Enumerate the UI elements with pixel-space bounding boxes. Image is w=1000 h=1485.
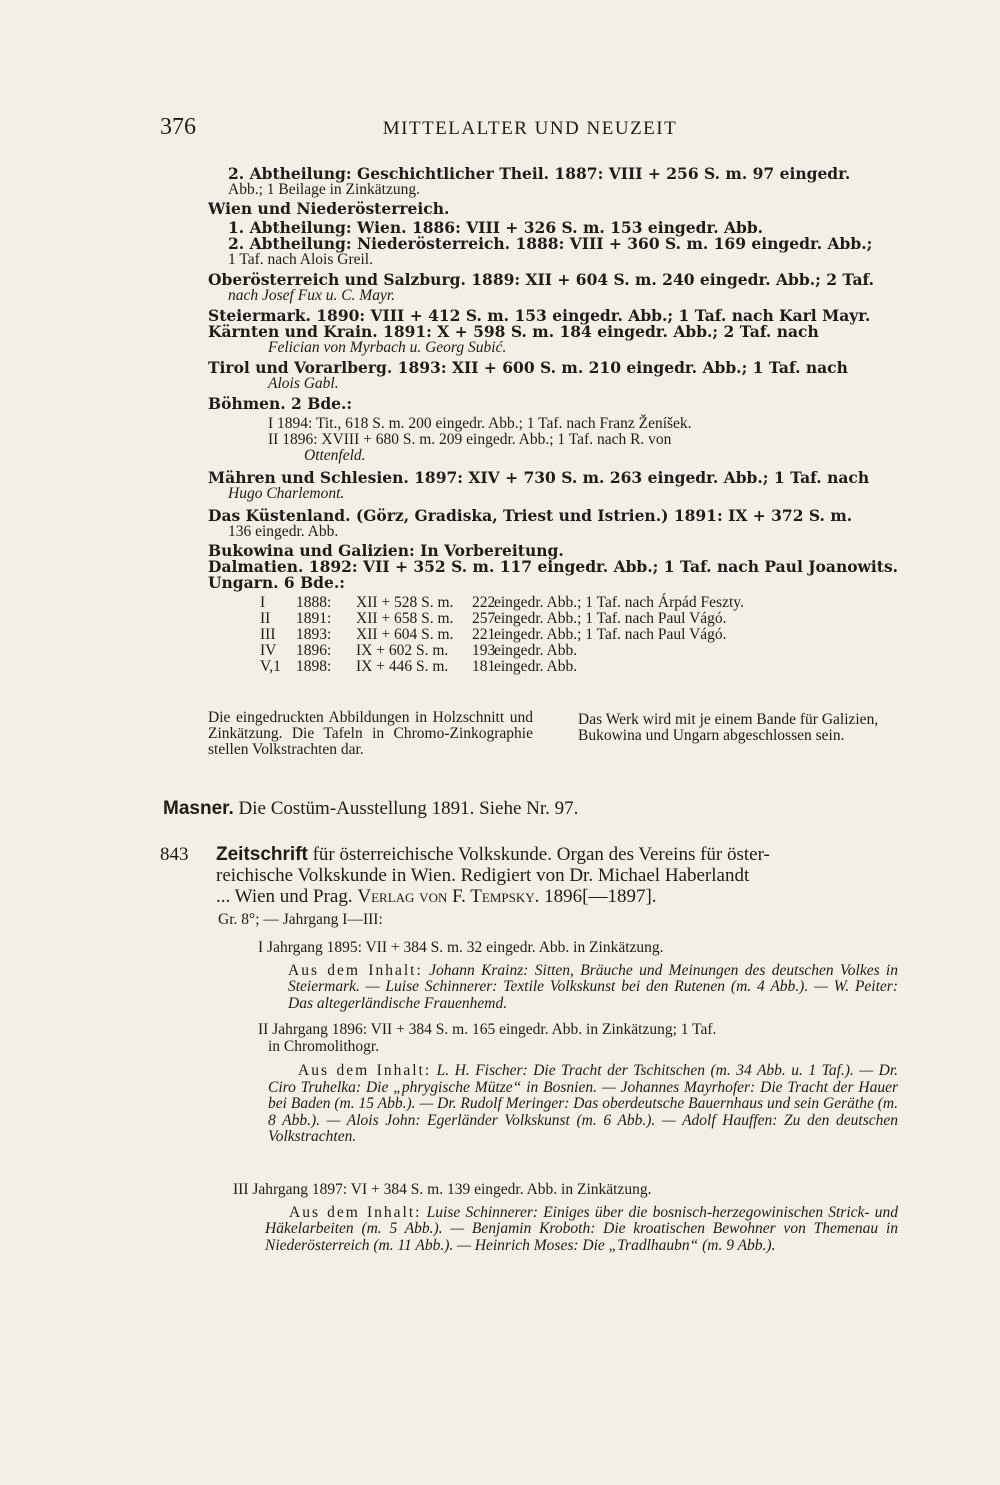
jahrgang-1: [258, 940, 898, 1012]
jahrgang-content: Aus dem Inhalt: Luise Schinnerer: Einiges über die bosnisch-herzegowinischen Strick- und Häkelarbeiten (m. 5 Abb.). — Benjamin Kroboth: Die kroatischen Bewohner von Themenau in Niederösterreich (m. 11 Abb.). — Heinrich Moses: Die „Tradlhaubn“ (m. 9 Abb.).: [265, 1203, 898, 1254]
entry-line: Dalmatien. 1892: VII + 352 S. m. 117 eingedr. Abb.; 1 Taf. nach Paul Joanowits.: [208, 557, 899, 576]
entry-line: Wien und Niederösterreich.: [208, 199, 450, 218]
masner-entry: [163, 798, 578, 820]
jahrgang-head: in Chromolithogr.: [268, 1037, 380, 1055]
entry-line: II 1896: XVIII + 680 S. m. 209 eingedr. Abb.; 1 Taf. nach R. von: [268, 431, 672, 448]
entry-line: Abb.; 1 Beilage in Zinkätzung.: [228, 181, 420, 198]
masner-text: Die Costüm-Ausstellung 1891. Siehe Nr. 97.: [238, 798, 579, 819]
entry-body: [160, 844, 900, 907]
jahrgang-content: Aus dem Inhalt: L. H. Fischer: Die Tracht der Tschitschen (m. 34 Abb. u. 1 Taf.). — Dr. Ciro Truhelka: Die „phrygische Mütze“ in Bosnien. — Johannes Mayrhofer: Die Tracht der Hauer bei Baden (m. 15 Abb.). — Dr. Rudolf Meringer: Das oberdeutsche Bauernhaus und sein Geräthe (m. 8 Abb.). — Alois John: Egerländer Volkskunst (m. 6 Abb.). — Adolf Hauffen: Zu den deutschen Volkstrachten.: [268, 1062, 899, 1145]
entry-line: Oberösterreich und Salzburg. 1889: XII + 604 S. m. 240 eingedr. Abb.; 2 Taf.: [208, 270, 875, 289]
jahrgang-3: [233, 1182, 898, 1254]
jahrgang-content: Aus dem Inhalt: Johann Krainz: Sitten, Bräuche und Meinungen des deutschen Volkes in Steiermark. — Luise Schinnerer: Textile Volkskunst bei den Rutenen (m. 4 Abb.). — W. Peiter: Das altegerländische Frauenhemd.: [288, 961, 898, 1012]
notes-columns: [208, 710, 898, 758]
entry-line: 2. Abtheilung: Geschichtlicher Theil. 1887: VIII + 256 S. m. 97 eingedr.: [228, 164, 851, 183]
entry-line: Hugo Charlemont.: [228, 485, 345, 502]
entry-line: Kärnten und Krain. 1891: X + 598 S. m. 184 eingedr. Abb.; 2 Taf. nach: [208, 322, 819, 341]
entry-line: 2. Abtheilung: Niederösterreich. 1888: VIII + 360 S. m. 169 eingedr. Abb.;: [228, 234, 873, 253]
ungarn-volumes: [208, 595, 898, 675]
entry-line: Das Küstenland. (Görz, Gradiska, Triest und Istrien.) 1891: IX + 372 S. m.: [208, 506, 853, 525]
volume-row: IV 1896: IX + 602 S. m. 193 eingedr. Abb.: [260, 642, 578, 659]
page-number: 376: [160, 114, 196, 140]
jahrgang-head: I Jahrgang 1895: VII + 384 S. m. 32 eingedr. Abb. in Zinkätzung.: [258, 939, 664, 956]
entry-line: I 1894: Tit., 618 S. m. 200 eingedr. Abb.; 1 Taf. nach Franz Ženíšek.: [268, 415, 692, 432]
volume-row: III 1893: XII + 604 S. m. 221 eingedr. Abb.; 1 Taf. nach Paul Vágó.: [260, 626, 727, 643]
jahrgang-2: [258, 1022, 898, 1146]
entry-line: Böhmen. 2 Bde.:: [208, 394, 353, 413]
volume-row: II 1891: XII + 658 S. m. 257 eingedr. Abb.; 1 Taf. nach Paul Vágó.: [260, 610, 727, 627]
publisher: Verlag von F. Tempsky.: [357, 886, 540, 907]
entry-843: [160, 844, 900, 907]
entry-title: Zeitschrift: [216, 844, 308, 865]
entry-line: Ottenfeld.: [304, 447, 366, 464]
volume-list: [208, 166, 898, 675]
entry-line: Ungarn. 6 Bde.:: [208, 573, 345, 592]
entry-line: Zeitschrift für österreichische Volkskunde. Organ des Vereins für öster-: [216, 844, 770, 865]
running-head: MITTELALTER UND NEUZEIT: [382, 118, 678, 139]
entry-line: Alois Gabl.: [268, 375, 339, 392]
entry-line: Mähren und Schlesien. 1897: XIV + 730 S. m. 263 eingedr. Abb.; 1 Taf. nach: [208, 468, 870, 487]
entry-line: 136 eingedr. Abb.: [228, 523, 339, 540]
note-right: Das Werk wird mit je einem Bande für Galizien, Bukowina und Ungarn abgeschlossen sein.: [578, 711, 879, 744]
jahrgang-head: III Jahrgang 1897: VI + 384 S. m. 139 eingedr. Abb. in Zinkätzung.: [233, 1181, 652, 1198]
entry-line: Steiermark. 1890: VIII + 412 S. m. 153 eingedr. Abb.; 1 Taf. nach Karl Mayr.: [208, 306, 871, 325]
entry-line: reichische Volkskunde in Wien. Redigiert von Dr. Michael Haberlandt: [216, 865, 750, 886]
entry-line: Felician von Myrbach u. Georg Subić.: [268, 339, 507, 356]
jahrgang-head: II Jahrgang 1896: VII + 384 S. m. 165 eingedr. Abb. in Zinkätzung; 1 Taf.: [258, 1021, 717, 1038]
volume-row: V,1 1898: IX + 446 S. m. 181 eingedr. Abb.: [260, 658, 578, 675]
entry-line: nach Josef Fux u. C. Mayr.: [228, 287, 396, 304]
entry-line: Tirol und Vorarlberg. 1893: XII + 600 S. m. 210 eingedr. Abb.; 1 Taf. nach: [208, 358, 848, 377]
page-header: [160, 114, 900, 148]
entry-line: Bukowina und Galizien: In Vorbereitung.: [208, 541, 564, 560]
format-line: Gr. 8°; — Jahrgang I—III:: [218, 911, 383, 928]
entry-line: 1. Abtheilung: Wien. 1886: VIII + 326 S. m. 153 eingedr. Abb.: [228, 218, 764, 237]
entry-line: ... Wien und Prag. Verlag von F. Tempsky. 1896[—1897].: [216, 886, 657, 907]
entry-line: 1 Taf. nach Alois Greil.: [228, 251, 373, 268]
note-left: Die eingedruckten Abbildungen in Holzschnitt und Zinkätzung. Die Tafeln in Chromo-Zinkographie stellen Volkstrachten dar.: [208, 709, 533, 758]
masner-name: Masner.: [163, 798, 234, 819]
volume-row: I 1888: XII + 528 S. m. 222 eingedr. Abb.; 1 Taf. nach Árpád Feszty.: [260, 594, 744, 611]
entry-number: 843: [160, 844, 189, 865]
